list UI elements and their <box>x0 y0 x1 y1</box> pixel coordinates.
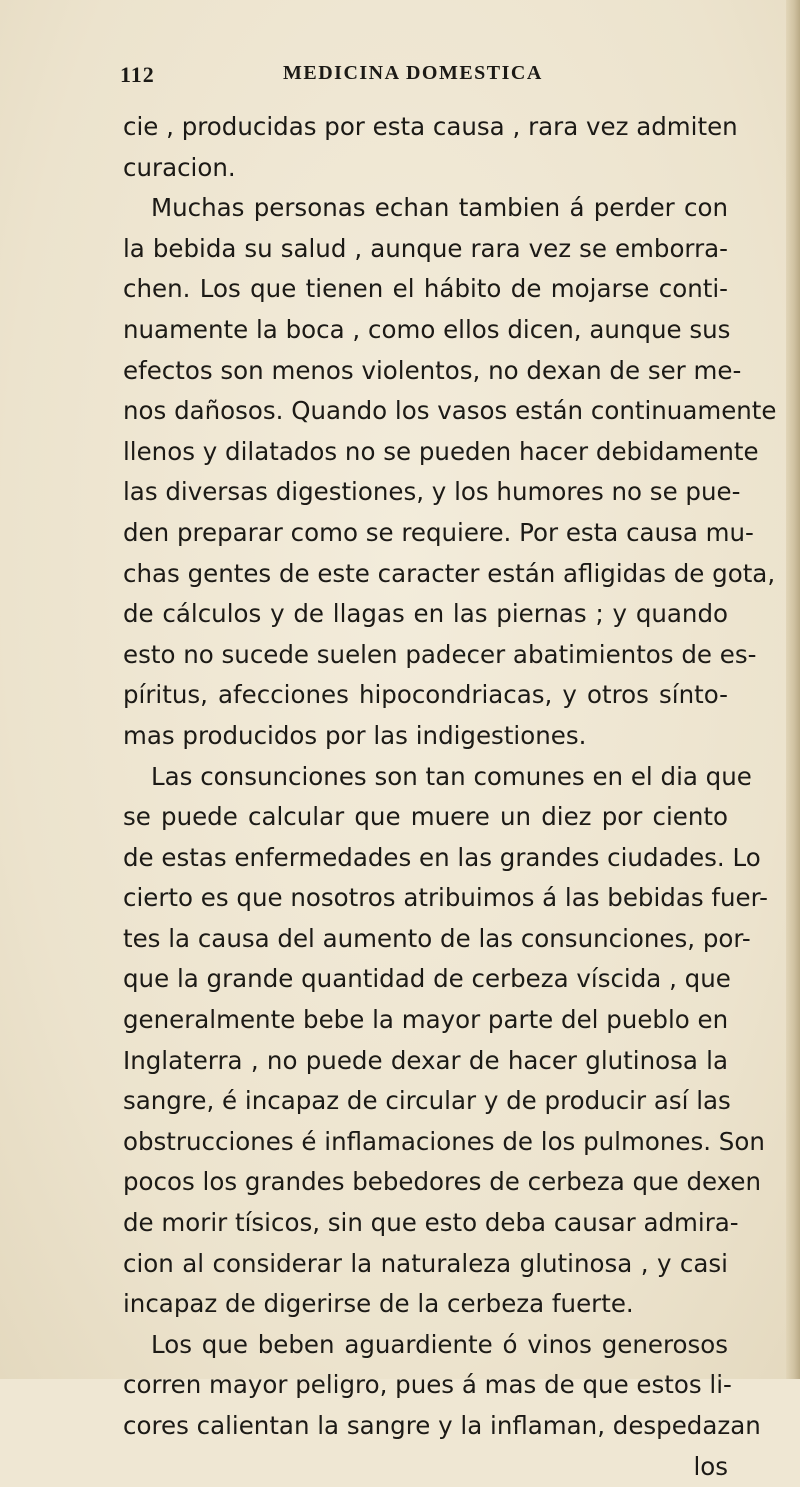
body-text <box>123 107 777 1487</box>
running-head: MEDICINA DOMESTICA <box>283 62 543 84</box>
text-line: de cálculos y de llagas en las piernas ; y quando <box>123 599 728 629</box>
text-line: llenos y dilatados no se pueden hacer debidamente <box>123 436 759 466</box>
catchword: los <box>693 1451 728 1481</box>
page-edge <box>786 0 800 1379</box>
text-line: chen. Los que tienen el hábito de mojarse conti- <box>123 274 728 304</box>
text-line: que la grande quantidad de cerbeza víscida , que <box>123 964 731 994</box>
text-line: pocos los grandes bebedores de cerbeza que dexen <box>123 1167 761 1197</box>
text-line: de morir tísicos, sin que esto deba causar admira- <box>123 1208 739 1238</box>
text-line: nos dañosos. Quando los vasos están continuamente <box>123 396 777 426</box>
text-line: de estas enfermedades en las grandes ciudades. Lo <box>123 842 761 872</box>
text-line: curacion. <box>123 152 236 182</box>
text-line: cion al considerar la naturaleza glutinosa , y casi <box>123 1248 728 1278</box>
text-line: chas gentes de este caracter están afligidas de gota, <box>123 558 776 588</box>
page-number: 112 <box>120 62 155 87</box>
text-line: mas producidos por las indigestiones. <box>123 720 587 750</box>
text-line: Las consunciones son tan comunes en el dia que <box>151 761 752 791</box>
text-line: la bebida su salud , aunque rara vez se emborra- <box>123 233 728 263</box>
text-line: cierto es que nosotros atribuimos á las bebidas fuer- <box>123 883 768 913</box>
text-line: obstrucciones é inflamaciones de los pulmones. Son <box>123 1126 765 1156</box>
text-line: Muchas personas echan tambien á perder con <box>151 193 728 223</box>
text-line: efectos son menos violentos, no dexan de ser me- <box>123 355 742 385</box>
text-line: incapaz de digerirse de la cerbeza fuerte. <box>123 1289 634 1319</box>
text-line: píritus, afecciones hipocondriacas, y otros sínto- <box>123 680 728 710</box>
text-line: Inglaterra , no puede dexar de hacer glutinosa la <box>123 1045 728 1075</box>
text-line: se puede calcular que muere un diez por ciento <box>123 802 728 832</box>
page-header <box>120 62 740 92</box>
text-line: den preparar como se requiere. Por esta causa mu- <box>123 517 754 547</box>
text-line: tes la causa del aumento de las consunciones, por- <box>123 923 751 953</box>
text-line: generalmente bebe la mayor parte del pueblo en <box>123 1005 729 1035</box>
text-line: corren mayor peligro, pues á mas de que estos li- <box>123 1370 732 1400</box>
text-line: nuamente la boca , como ellos dicen, aunque sus <box>123 314 731 344</box>
text-line: sangre, é incapaz de circular y de producir así las <box>123 1086 731 1116</box>
text-line: cie , producidas por esta causa , rara vez admiten <box>123 112 738 141</box>
text-line: Los que beben aguardiente ó vinos generosos <box>151 1329 728 1359</box>
text-line: esto no sucede suelen padecer abatimientos de es- <box>123 639 757 669</box>
text-line: cores calientan la sangre y la inflaman, despedazan <box>123 1411 761 1440</box>
text-line: las diversas digestiones, y los humores no se pue- <box>123 477 741 507</box>
